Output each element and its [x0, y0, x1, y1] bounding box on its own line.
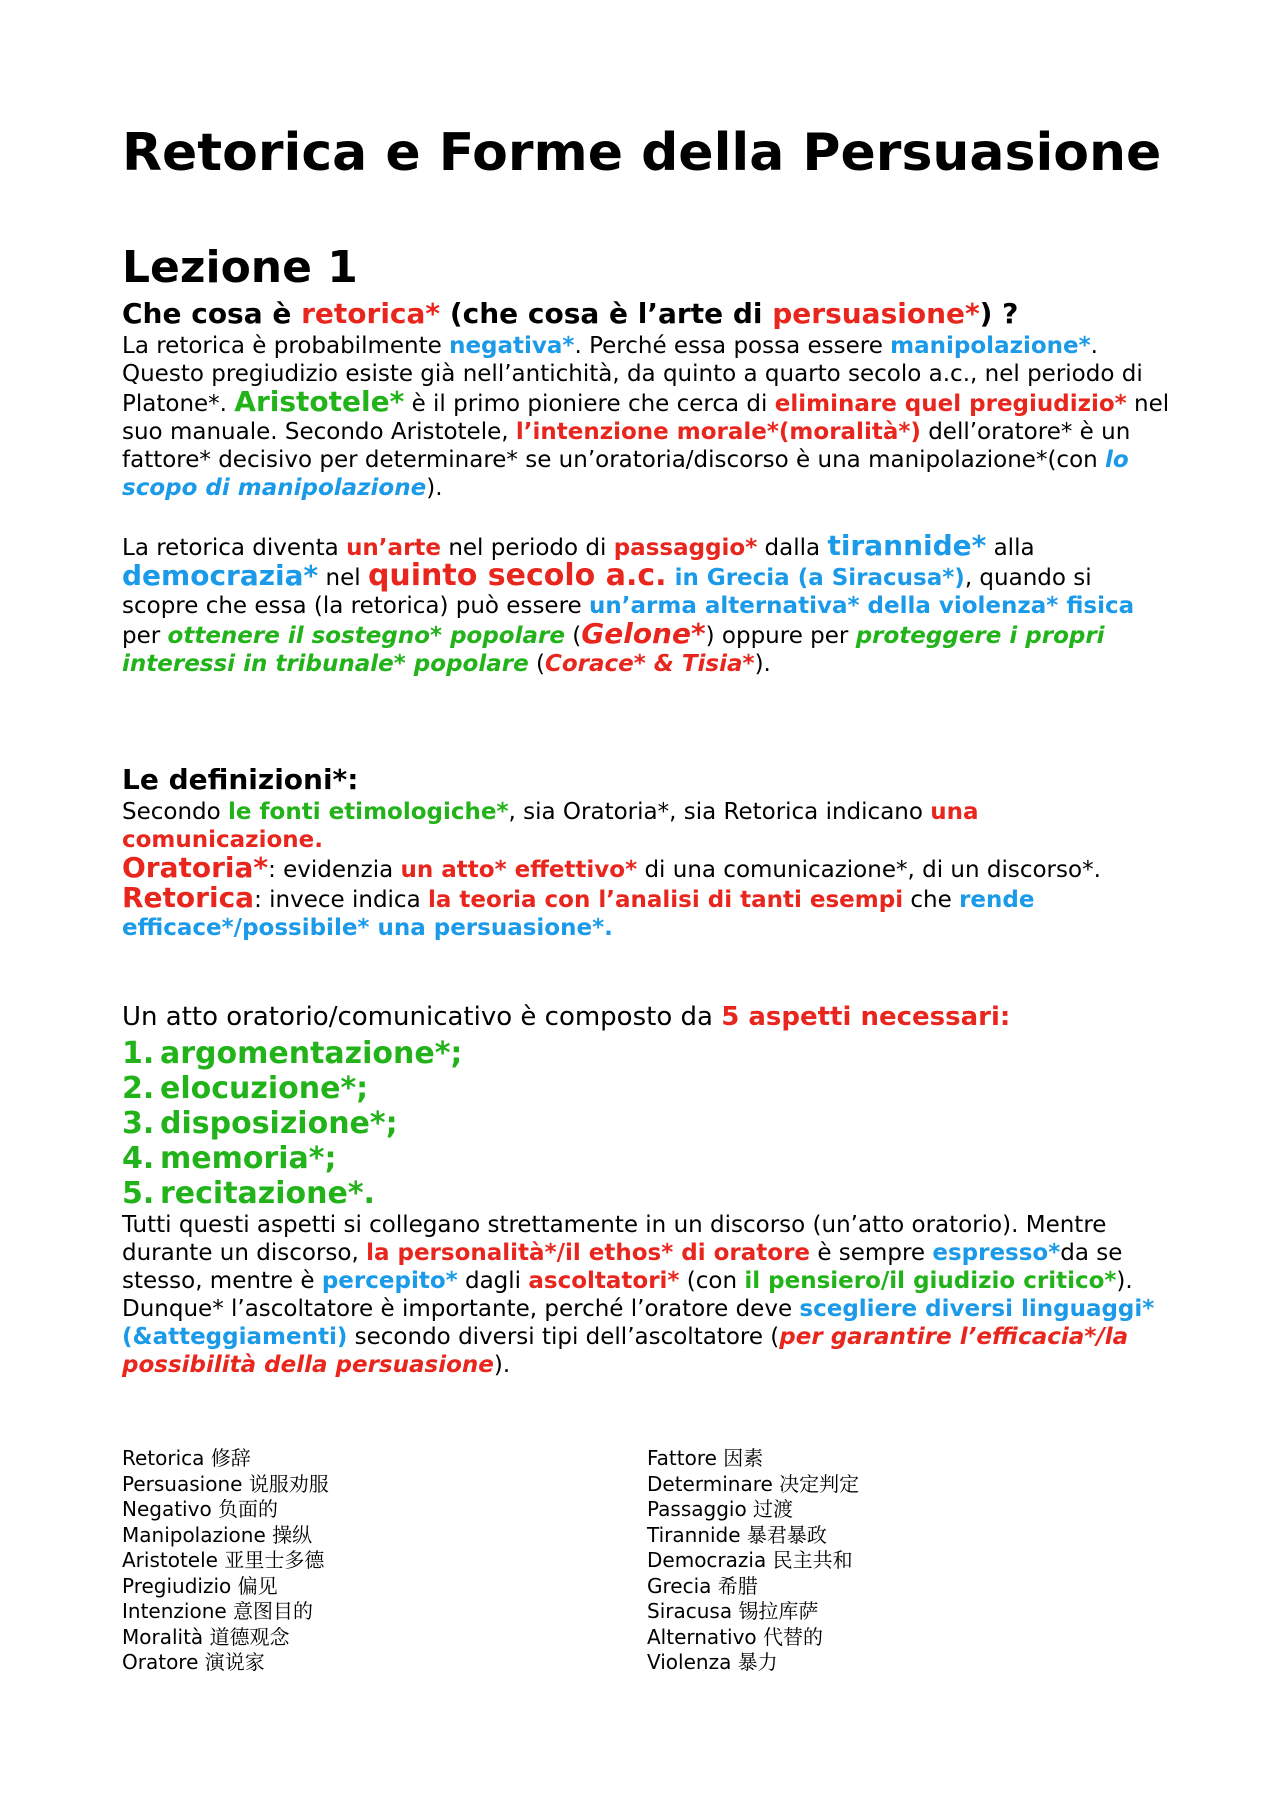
glossary-entry: Grecia 希腊 [647, 1573, 758, 1598]
text: di una comunicazione*, di un discorso*. [637, 857, 1101, 883]
keyword: le fonti etimologiche* [228, 799, 509, 825]
aspects-list [122, 1036, 1172, 1211]
aspect-item [122, 1141, 1172, 1176]
text: è il primo pioniere che cerca di [404, 391, 775, 417]
glossary-entry: Democrazia 民主共和 [647, 1548, 853, 1572]
definition-retorica [122, 881, 1172, 942]
glossary-entry: Siracusa 锡拉库萨 [647, 1599, 819, 1623]
glossary [122, 1446, 1172, 1676]
text: ( [564, 623, 582, 649]
keyword: il pensiero/il giudizio critico* [744, 1268, 1117, 1294]
aspect-number: 1. [122, 1036, 155, 1071]
text: , sia Oratoria*, sia Retorica indicano [508, 799, 931, 825]
keyword: la personalità*/il ethos* di oratore [366, 1240, 811, 1266]
text: La retorica è probabilmente [122, 333, 450, 359]
keyword: una comunicazione. [122, 799, 979, 853]
keyword: negativa* [449, 333, 575, 359]
keyword: un atto* effettivo* [400, 857, 638, 883]
glossary-entry: Retorica 修辞 [122, 1446, 251, 1470]
keyword: espresso* [932, 1240, 1061, 1266]
heading-keyword: retorica* [301, 297, 441, 330]
keyword: democrazia* [122, 559, 319, 592]
heading-text: (che cosa è l’arte di [440, 297, 773, 330]
text: Tutti questi aspetti si collegano strettamente in un discorso (un’atto oratorio). Mentre durante un discorso, [122, 1212, 1107, 1266]
glossary-entry: Pregiudizio 偏见 [122, 1573, 278, 1598]
document-content [122, 118, 1172, 1379]
spacer [122, 942, 1172, 1000]
keyword: ottenere il sostegno* popolare [167, 623, 565, 649]
definition-etymology [122, 798, 1172, 854]
text: per [122, 623, 168, 649]
text: Un atto oratorio/comunicativo è composto da [122, 1002, 722, 1032]
text: (con [679, 1268, 745, 1294]
text: dell’oratore* è un fattore* decisivo per determinare* se un’oratoria/discorso è una manipolazione*(con [122, 419, 1131, 473]
keyword: proteggere i propri interessi in tribunale* popolare [122, 623, 1105, 677]
spacer [122, 678, 1172, 762]
text: ( [528, 651, 545, 677]
text: dagli [457, 1268, 529, 1294]
keyword: eliminare quel pregiudizio* [774, 391, 1127, 417]
aspect-item [122, 1071, 1172, 1106]
keyword: ascoltatori* [528, 1268, 680, 1294]
keyword: in Grecia (a Siracusa*) [666, 565, 965, 591]
text: ). [426, 475, 443, 501]
aspects-intro [122, 1000, 1172, 1034]
keyword: Aristotele* [234, 385, 405, 418]
aspect-number: 3. [122, 1106, 155, 1141]
heading-keyword: persuasione* [772, 297, 980, 330]
keyword: la teoria con l’analisi di tanti esempi [427, 887, 904, 913]
aspects-paragraph [122, 1211, 1172, 1379]
keyword: manipolazione* [890, 333, 1091, 359]
glossary-entry: Fattore 因素 [647, 1446, 764, 1470]
aspect-number: 2. [122, 1071, 155, 1106]
text: ) oppure per [705, 623, 856, 649]
section1-heading [122, 296, 1172, 332]
keyword: tirannide* [827, 529, 987, 562]
term: Retorica [122, 881, 255, 914]
text: che [903, 887, 960, 913]
keyword: quinto secolo a.c. [367, 558, 667, 593]
section1-paragraph2 [122, 529, 1172, 678]
glossary-entry: Tirannide 暴君暴政 [647, 1522, 827, 1547]
glossary-left-column [122, 1446, 647, 1676]
text: , quando si scopre che essa (la retorica) può essere [122, 565, 1092, 619]
term: Oratoria* [122, 851, 269, 884]
keyword: percepito* [321, 1268, 458, 1294]
aspect-label: elocuzione*; [160, 1071, 369, 1106]
glossary-entry: Moralità 道德观念 [122, 1624, 290, 1649]
text: da se stesso, mentre è [122, 1240, 1123, 1294]
aspect-number: 4. [122, 1141, 155, 1176]
text: ). [754, 651, 771, 677]
keyword: un’arte [346, 535, 442, 561]
text: : evidenzia [268, 857, 401, 883]
definition-oratoria [122, 851, 1172, 884]
aspect-item [122, 1106, 1172, 1141]
lesson-heading: Lezione 1 [122, 242, 358, 293]
aspect-label: argomentazione*; [160, 1036, 463, 1071]
heading-text: Che cosa è [122, 297, 302, 330]
keyword: rende efficace*/possibile* una persuasione*. [122, 887, 1035, 941]
text: . Perché essa possa essere [574, 333, 891, 359]
keyword: un’arma alternativa* della violenza* fisica [589, 593, 1135, 619]
heading-text: ) ? [979, 297, 1019, 330]
text: La retorica diventa [122, 535, 347, 561]
text: è sempre [810, 1240, 933, 1266]
glossary-entry: Alternativo 代替的 [647, 1624, 824, 1649]
text: nel periodo di [441, 535, 614, 561]
section2-heading: Le definizioni*: [122, 763, 359, 796]
aspect-label: disposizione*; [160, 1106, 398, 1141]
aspect-label: recitazione*. [160, 1176, 375, 1211]
glossary-entry: Violenza 暴力 [647, 1650, 778, 1674]
text: ). [493, 1352, 511, 1378]
text: ). Dunque* l’ascoltatore è importante, perché l’oratore deve [122, 1268, 1133, 1322]
keyword: lo scopo di manipolazione [122, 447, 1129, 501]
aspect-number: 5. [122, 1176, 155, 1211]
text: nel suo manuale. Secondo Aristotele, [122, 391, 1170, 445]
keyword: l’intenzione morale*(moralità*) [515, 419, 921, 445]
glossary-right-column [647, 1446, 1172, 1676]
document-title: Retorica e Forme della Persuasione [122, 123, 1162, 183]
text: alla [986, 535, 1035, 561]
text: dalla [757, 535, 828, 561]
keyword: scegliere diversi linguaggi*(&atteggiamenti) [122, 1296, 1155, 1350]
text: nel [318, 565, 368, 591]
glossary-entry: Intenzione 意图目的 [122, 1599, 314, 1623]
glossary-entry: Aristotele 亚里士多德 [122, 1548, 325, 1572]
spacer [122, 502, 1172, 532]
glossary-entry: Determinare 决定判定 [647, 1471, 860, 1496]
text: : invece indica [254, 887, 428, 913]
glossary-entry: Persuasione 说服劝服 [122, 1471, 329, 1496]
aspect-label: memoria*; [160, 1141, 337, 1176]
keyword: passaggio* [613, 535, 758, 561]
text: . Questo pregiudizio esiste già nell’antichità, da quinto a quarto secolo a.c., nel periodo di Platone*. [122, 333, 1143, 417]
text: Secondo [122, 799, 229, 825]
text: secondo diversi tipi dell’ascoltatore ( [347, 1324, 780, 1350]
keyword: Corace* & Tisia* [544, 651, 755, 677]
glossary-entry: Manipolazione 操纵 [122, 1522, 313, 1547]
glossary-entry: Oratore 演说家 [122, 1650, 265, 1674]
aspect-item [122, 1036, 1172, 1071]
keyword: per garantire l’efficacia*/la possibilità della persuasione [122, 1324, 1129, 1378]
aspect-item [122, 1176, 1172, 1211]
glossary-entry: Negativo 负面的 [122, 1497, 279, 1521]
keyword: Gelone* [581, 617, 706, 650]
glossary-entry: Passaggio 过渡 [647, 1497, 794, 1521]
section1-paragraph1 [122, 332, 1172, 502]
keyword: 5 aspetti necessari: [721, 1002, 1011, 1032]
